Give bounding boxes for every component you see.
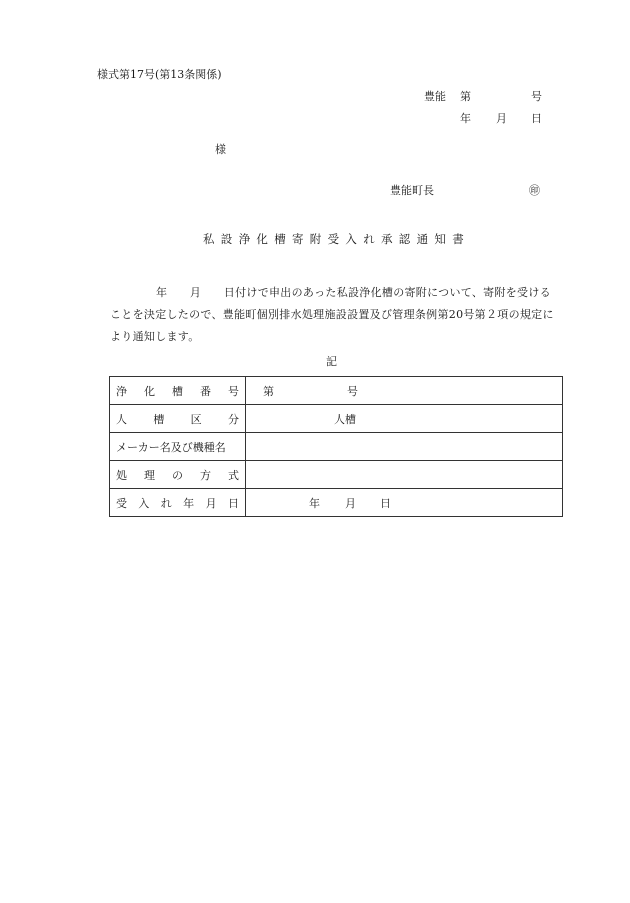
table-row [110, 405, 563, 433]
label-char: 区 [190, 412, 202, 426]
capacity-class-field[interactable] [246, 405, 563, 433]
seal-icon: ㊞ [529, 184, 540, 197]
table-row [110, 461, 563, 489]
acceptance-date-field[interactable] [246, 489, 563, 517]
document-title: 私設浄化槽寄附受入れ承認通知書 [203, 232, 470, 246]
label-char: れ [160, 496, 172, 510]
value-go: 号 [347, 384, 358, 398]
body-line-1: 年 月 日付けで申出のあった私設浄化槽の寄附について、寄附を受ける [156, 286, 551, 299]
value-ninsou: 人槽 [334, 412, 356, 426]
row-label-maker-model [110, 433, 246, 461]
value-month: 月 [345, 496, 356, 510]
value-day: 日 [380, 496, 391, 510]
label-char: 受 [116, 496, 127, 510]
body-line-2: ことを決定したので、豊能町個別排水処理施設設置及び管理条例第20号第２項の規定に [110, 308, 554, 321]
label-char: 理 [144, 468, 155, 482]
label-char: 日 [227, 496, 239, 510]
issue-date-year: 年 [460, 112, 471, 125]
ki-heading: 記 [326, 355, 337, 368]
body-paragraph [110, 282, 570, 348]
row-label-acceptance-date [110, 489, 246, 517]
label-char: 式 [228, 468, 239, 482]
issue-date-day: 日 [531, 112, 542, 125]
row-label-tank-number [110, 377, 246, 405]
issuer-name: 豊能町長 [390, 184, 434, 197]
label-char: 槽 [172, 384, 183, 398]
form-number: 様式第17号(第13条関係) [97, 68, 222, 81]
issue-number-dai: 第 [460, 90, 471, 103]
label-char: の [172, 468, 183, 482]
row-label-capacity-class [110, 405, 246, 433]
value-year: 年 [309, 496, 320, 510]
label-char: 浄 [116, 384, 127, 398]
label-char: 方 [200, 468, 211, 482]
label-char: 番 [200, 384, 211, 398]
table-row [110, 377, 563, 405]
label-char: 年 [183, 496, 195, 510]
label-text: メーカー名及び機種名 [116, 440, 226, 454]
value-dai: 第 [263, 384, 274, 398]
addressee-suffix: 様 [215, 143, 226, 156]
label-char: 分 [227, 412, 239, 426]
issue-date-month: 月 [496, 112, 507, 125]
body-line-3: より通知します。 [110, 330, 200, 343]
table-row [110, 433, 563, 461]
issue-number-prefix: 豊能 [424, 90, 446, 103]
label-char: 人 [116, 412, 127, 426]
label-char: 号 [228, 384, 239, 398]
label-char: 化 [144, 384, 155, 398]
treatment-method-field[interactable] [246, 461, 563, 489]
maker-model-field[interactable] [246, 433, 563, 461]
label-char: 槽 [153, 412, 165, 426]
label-char: 月 [205, 496, 217, 510]
label-char: 入 [138, 496, 150, 510]
tank-number-field[interactable] [246, 377, 563, 405]
issue-number-go: 号 [531, 90, 542, 103]
table-row [110, 489, 563, 517]
row-label-treatment-method [110, 461, 246, 489]
label-char: 処 [116, 468, 127, 482]
details-table [109, 376, 563, 517]
